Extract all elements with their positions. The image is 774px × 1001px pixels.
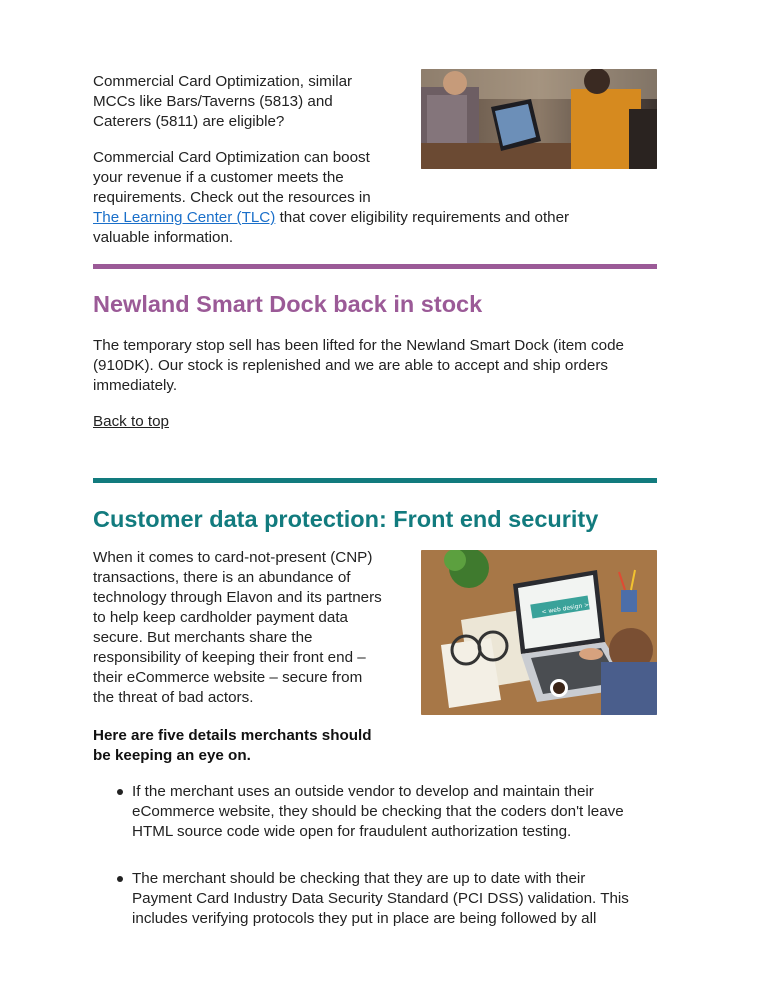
- newsletter-page: [93, 0, 657, 932]
- newland-section-title: Newland Smart Dock back in stock: [93, 291, 483, 317]
- cco-paragraph-2: Commercial Card Optimization can boost your revenue if a customer meets the requirements. Check out the resources in The Learning Center (TLC) that cover eligibility requirements and other valuable information.: [93, 149, 570, 246]
- teal-section-divider: [93, 478, 657, 483]
- security-intro: When it comes to card-not-present (CNP) transactions, there is an abundance of technology through Elavon and its partners to help keep cardholder payment data secure. But merchants share the responsibility of keeping their front end – their eCommerce website – secure from the threat of bad actors.: [93, 549, 382, 706]
- cco-paragraph-1: Commercial Card Optimization, similar MCCs like Bars/Taverns (5813) and Caterers (5811) are eligible?: [93, 73, 353, 130]
- purple-section-divider: [93, 264, 657, 269]
- newland-body: The temporary stop sell has been lifted for the Newland Smart Dock (item code (910DK). Our stock is replenished and we are able to accept and ship orders immediately.: [93, 337, 624, 394]
- laptop-screen-label: < web design >: [541, 601, 590, 616]
- list-item: The merchant should be checking that they are up to date with their Payment Card Industry Data Security Standard (PCI DSS) validation. This includes verifying protocols they put in place are being followed by all: [93, 869, 657, 929]
- security-bullet-list: [93, 782, 657, 929]
- web-design-laptop-photo: [421, 550, 657, 715]
- security-section-title: Customer data protection: Front end security: [93, 506, 599, 532]
- five-details-subheading: Here are five details merchants should be keeping an eye on.: [93, 727, 372, 764]
- back-to-top-link[interactable]: Back to top: [93, 413, 169, 430]
- list-item: If the merchant uses an outside vendor to develop and maintain their eCommerce website, they should be checking that the coders don't leave HTML source code wide open for fraudulent authorization testing.: [93, 782, 657, 842]
- learning-center-link[interactable]: The Learning Center (TLC): [93, 209, 276, 226]
